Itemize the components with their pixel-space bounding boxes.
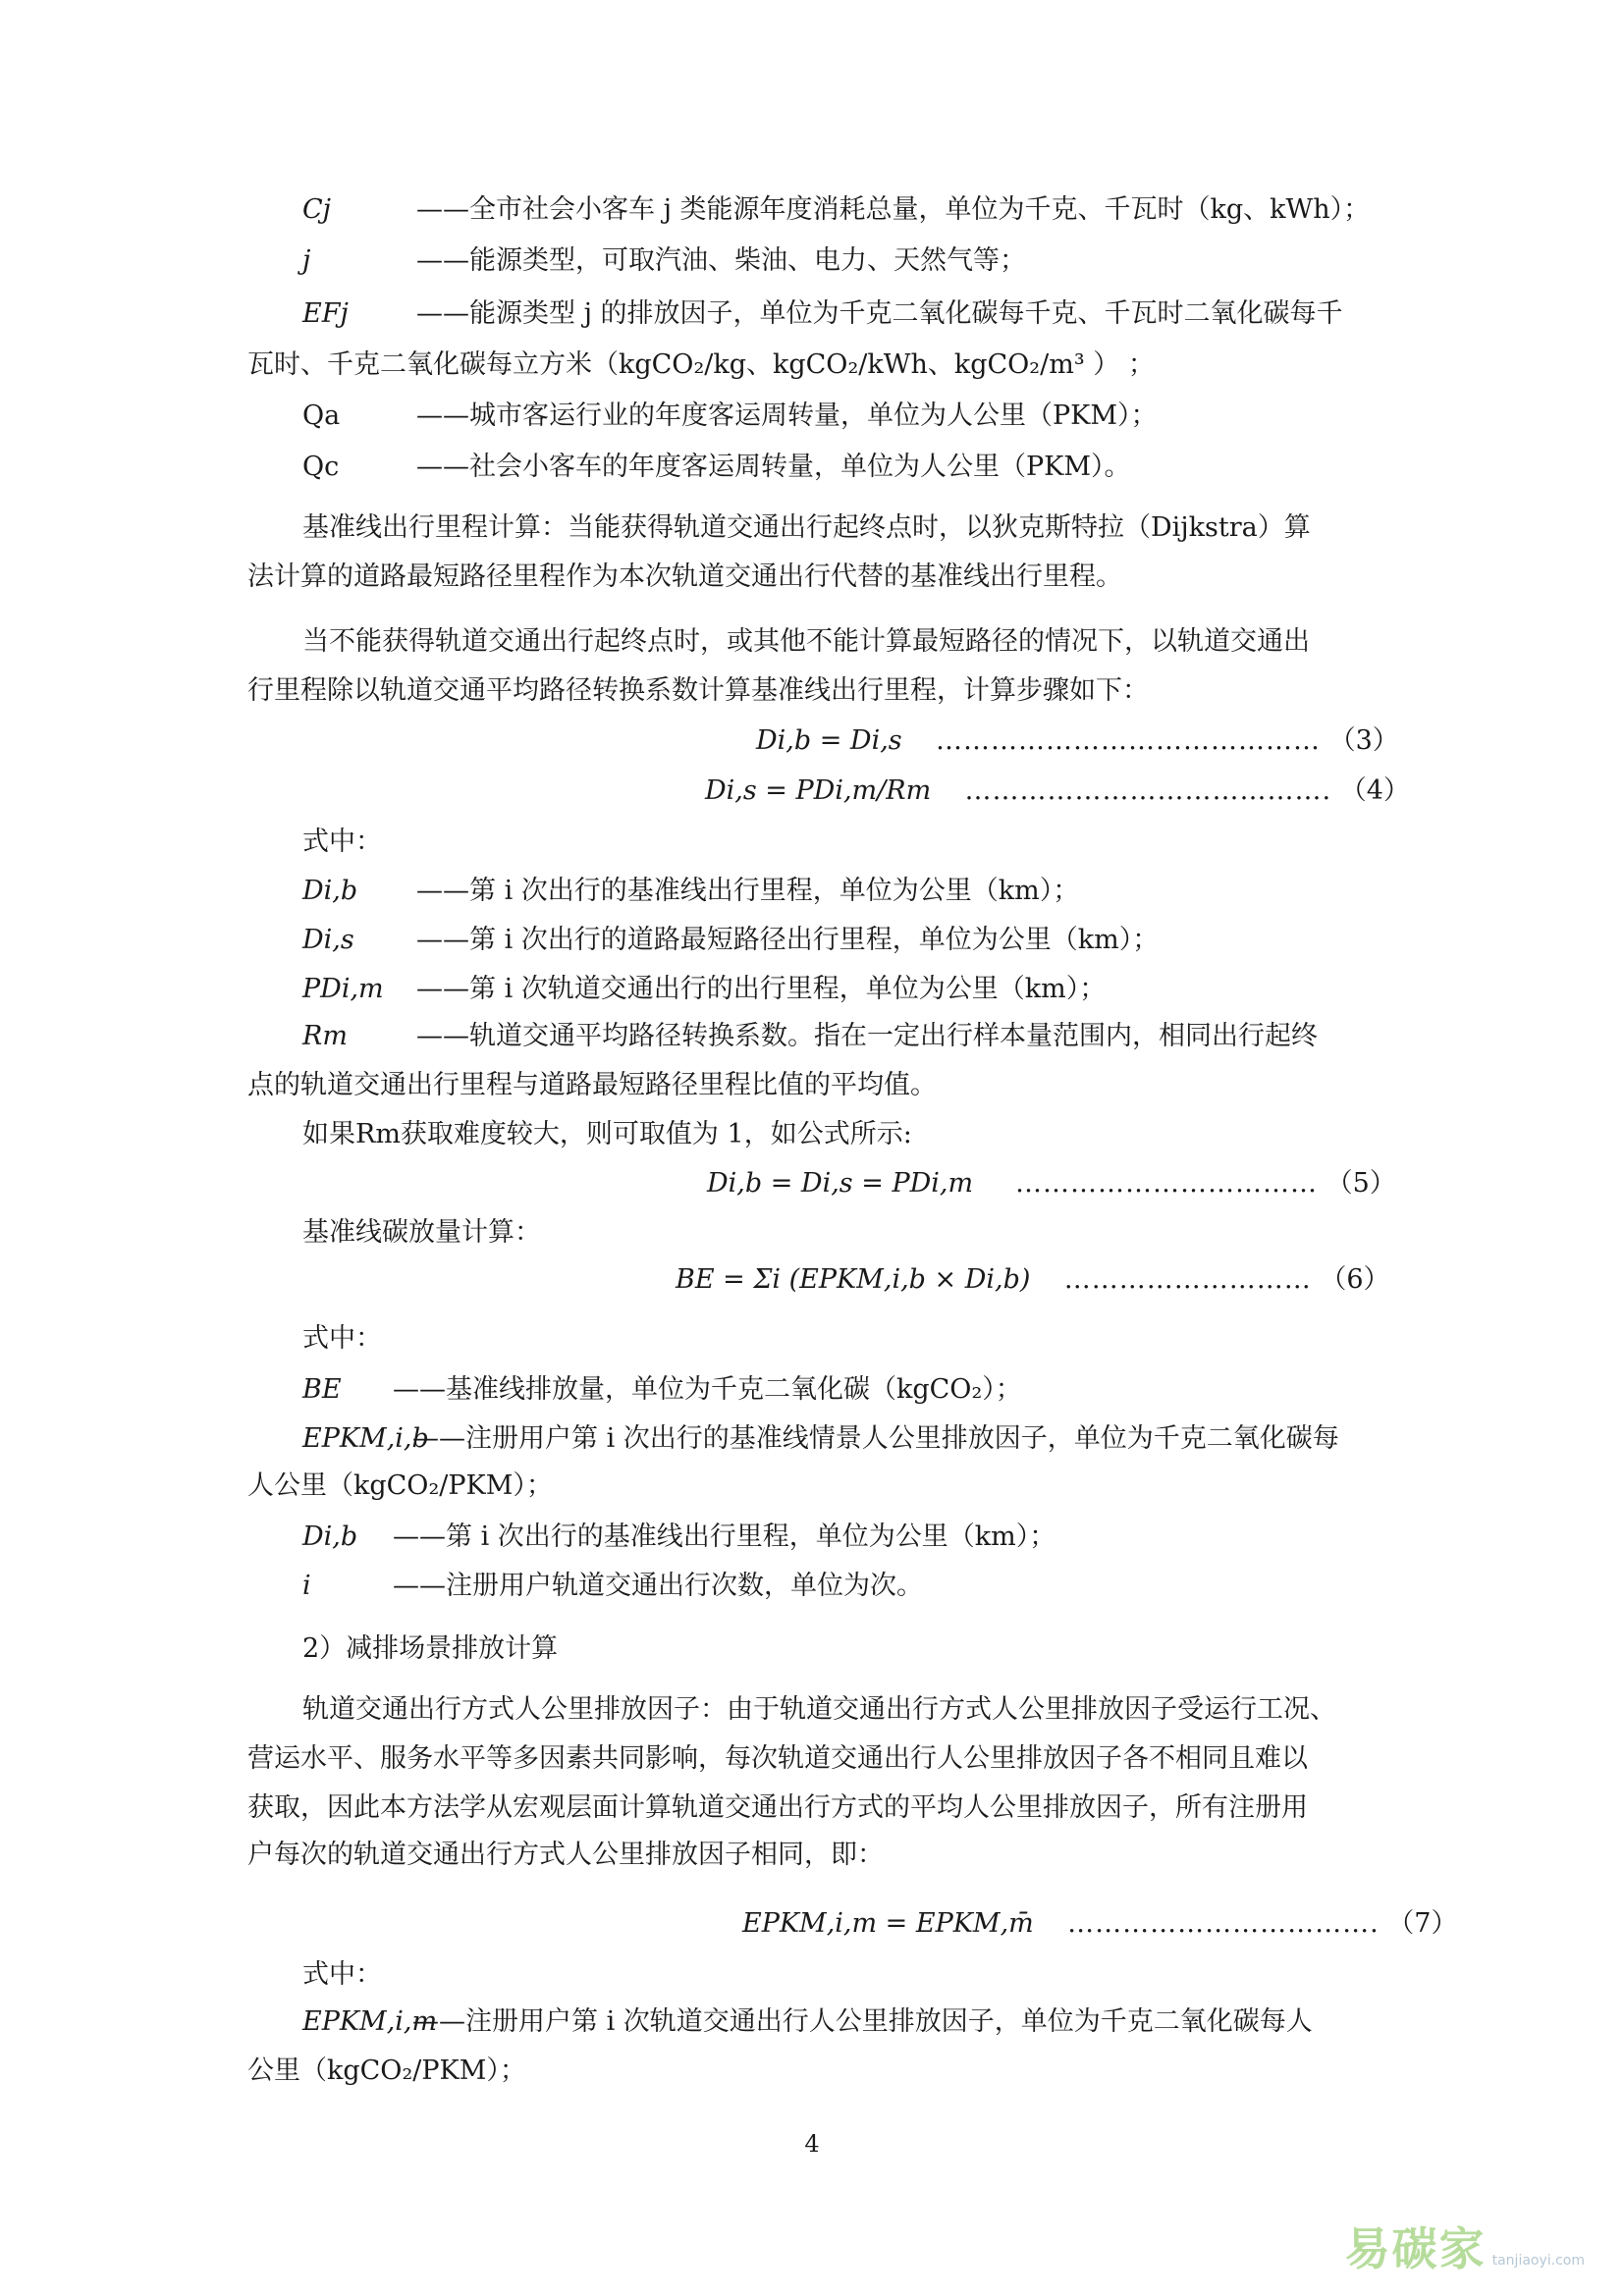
definition-line: ——注册用户轨道交通出行次数，单位为次。 [393, 1571, 923, 1601]
paragraph-line: 户每次的轨道交通出行方式人公里排放因子相同，即： [247, 1840, 884, 1870]
symbol-qc: Qc [302, 452, 340, 482]
equation-formula: BE = Σi (EPKM,i,b × Di,b) [676, 1264, 1031, 1295]
where-label: 式中： [302, 1323, 382, 1354]
watermark-logo: 易碳家 [1344, 2222, 1487, 2275]
watermark [1345, 2214, 1585, 2278]
paragraph-line: 行里程除以轨道交通平均路径转换系数计算基准线出行里程，计算步骤如下： [247, 675, 1149, 706]
baseline-label: 基准线碳放量计算： [302, 1217, 541, 1248]
definition-line: ——第 i 次出行的基准线出行里程，单位为公里（km）； [416, 876, 1080, 906]
equation-3 [756, 721, 1399, 761]
paragraph-line: 基准线出行里程计算：当能获得轨道交通出行起终点时，以狄克斯特拉（Dijkstra）算 [302, 512, 1311, 543]
equation-leader: ……………………………. [1067, 1908, 1380, 1939]
definition-line: ——注册用户第 i 次出行的基准线情景人公里排放因子，单位为千克二氧化碳每 [412, 1423, 1339, 1454]
definition-line: ——能源类型，可取汽油、柴油、电力、天然气等； [416, 245, 1026, 276]
definition-line: ——第 i 次出行的基准线出行里程，单位为公里（km）； [393, 1522, 1056, 1552]
equation-7 [742, 1904, 1457, 1944]
equation-number: （3） [1328, 725, 1399, 756]
symbol-di-s: Di,s [302, 925, 354, 955]
definition-line: ——基准线排放量，单位为千克二氧化碳（kgCO₂）； [393, 1374, 1022, 1405]
symbol-epkm-i-b: EPKM,i,b [302, 1423, 429, 1454]
equation-leader: ……………………… [1063, 1264, 1312, 1295]
symbol-rm: Rm [302, 1021, 348, 1051]
section-heading: 2）减排场景排放计算 [302, 1633, 559, 1664]
rm-note: 如果Rm获取难度较大，则可取值为 1，如公式所示: [302, 1119, 912, 1149]
equation-number: （6） [1320, 1264, 1390, 1295]
equation-leader: …………………………………. [964, 775, 1332, 806]
equation-formula: Di,b = Di,s [756, 725, 902, 756]
definition-line: ——注册用户第 i 次轨道交通出行人公里排放因子，单位为千克二氧化碳每人 [412, 2006, 1313, 2037]
definition-continuation: 人公里（kgCO₂/PKM）； [247, 1470, 553, 1501]
paragraph-line: 当不能获得轨道交通出行起终点时，或其他不能计算最短路径的情况下，以轨道交通出 [302, 626, 1310, 657]
definition-line: ——全市社会小客车 j 类能源年度消耗总量，单位为千克、千瓦时（kg、kWh）； [416, 194, 1371, 225]
equation-formula: Di,s = PDi,m/Rm [705, 775, 932, 806]
equation-5 [707, 1164, 1396, 1203]
where-label: 式中： [302, 1959, 382, 1990]
definition-line: ——能源类型 j 的排放因子，单位为千克二氧化碳每千克、千瓦时二氧化碳每千 [416, 298, 1343, 329]
definition-continuation: 点的轨道交通出行里程与道路最短路径里程比值的平均值。 [247, 1070, 937, 1100]
symbol-epkm-i-m: EPKM,i,m [302, 2006, 438, 2037]
where-label: 式中： [302, 827, 382, 857]
definition-continuation: 瓦时、千克二氧化碳每立方米（kgCO₂/kg、kgCO₂/kWh、kgCO₂/m³ ） ； [247, 349, 1155, 380]
equation-6 [676, 1260, 1390, 1300]
symbol-qa: Qa [302, 400, 341, 431]
equation-leader: …………………………………… [936, 725, 1322, 756]
equation-number: （7） [1387, 1908, 1458, 1939]
definition-line: ——第 i 次出行的道路最短路径出行里程，单位为公里（km）； [416, 925, 1160, 955]
symbol-be: BE [302, 1374, 342, 1405]
definition-line: ——第 i 次轨道交通出行的出行里程，单位为公里（km）； [416, 974, 1107, 1004]
equation-leader: …………………………… [1015, 1168, 1319, 1199]
definition-continuation: 公里（kgCO₂/PKM）； [247, 2056, 526, 2086]
equation-number: （4） [1339, 775, 1410, 806]
paragraph-line: 法计算的道路最短路径里程作为本次轨道交通出行代替的基准线出行里程。 [247, 561, 1122, 592]
paragraph-line: 获取，因此本方法学从宏观层面计算轨道交通出行方式的平均人公里排放因子，所有注册用 [247, 1792, 1308, 1823]
symbol-di-b: Di,b [302, 1522, 358, 1552]
equation-formula: EPKM,i,m = EPKM,m̄ [742, 1908, 1034, 1939]
page-number: 4 [804, 2130, 820, 2158]
symbol-i: i [302, 1571, 311, 1601]
symbol-j: j [302, 245, 311, 276]
definition-line: ——城市客运行业的年度客运周转量，单位为人公里（PKM）； [416, 400, 1158, 431]
symbol-efj: EFj [302, 298, 349, 329]
symbol-pdi-m: PDi,m [302, 974, 384, 1004]
definition-line: ——社会小客车的年度客运周转量，单位为人公里（PKM）。 [416, 452, 1131, 482]
symbol-di-b: Di,b [302, 876, 358, 906]
equation-number: （5） [1326, 1168, 1396, 1199]
symbol-cj: Cj [302, 194, 332, 225]
equation-4 [705, 772, 1410, 811]
paragraph-line: 营运水平、服务水平等多因素共同影响，每次轨道交通出行人公里排放因子各不相同且难以 [247, 1743, 1308, 1774]
equation-formula: Di,b = Di,s = PDi,m [707, 1168, 974, 1199]
watermark-domain: tanjiaoyi.com [1491, 2253, 1585, 2269]
paragraph-line: 轨道交通出行方式人公里排放因子：由于轨道交通出行方式人公里排放因子受运行工况、 [302, 1694, 1336, 1725]
definition-line: ——轨道交通平均路径转换系数。指在一定出行样本量范围内，相同出行起终 [416, 1021, 1318, 1051]
